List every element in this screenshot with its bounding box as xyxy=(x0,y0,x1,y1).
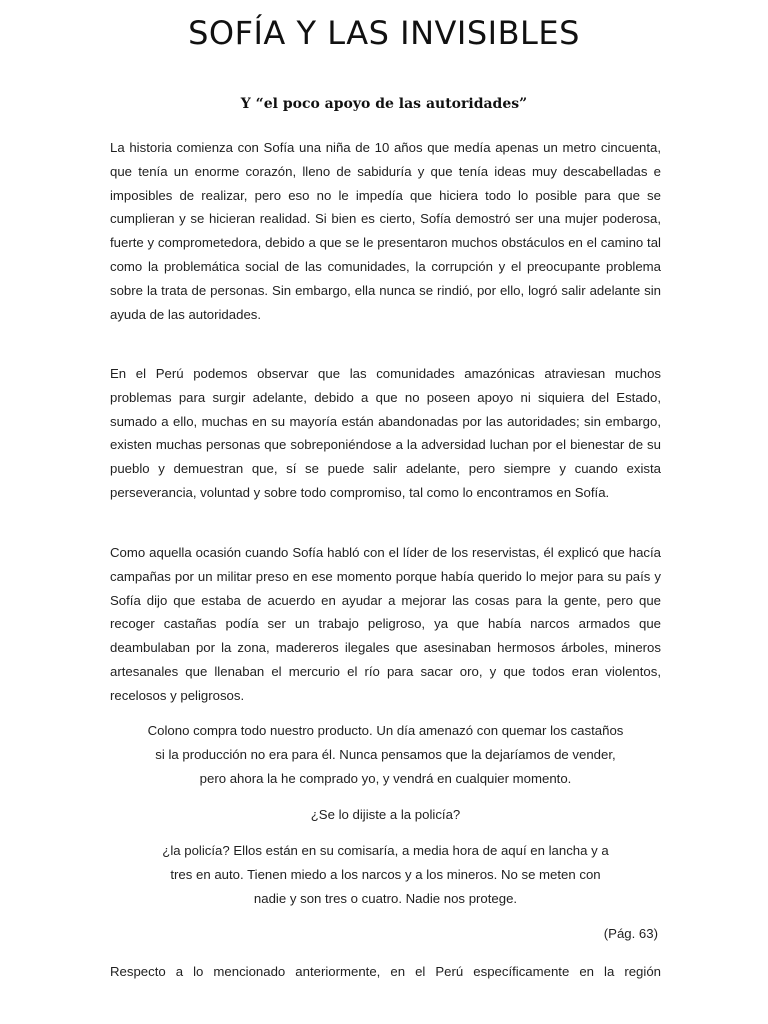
quote-line: tres en auto. Tienen miedo a los narcos y a los mineros. No se meten con xyxy=(170,866,601,882)
document-subtitle: Y “el poco apoyo de las autoridades” xyxy=(240,96,528,112)
paragraph-text: Respecto a lo mencionado anteriormente, en el Perú específicamente en la región xyxy=(110,964,661,979)
paragraph-1 xyxy=(110,136,661,326)
quote-line: pero ahora la he comprado yo, y vendrá en cualquier momento. xyxy=(199,770,572,786)
paragraph-text: Como aquella ocasión cuando Sofía habló con el líder de los reservistas, él explicó que hacía campañas por un militar preso en ese momento porque había querido lo mejor para su país y Sofía dijo que estaba de acuerdo en ayudar a mejorar las cosas para la gente, pero que recoger castañas podía ser un trabajo peligroso, ya que había narcos armados que deambulaban por la zona, madereros ilegales que asesinaban hermosos árboles, mineros artesanales que llenaban el mercurio el río para sacar oro, y que todos eran violentos, recelosos y peligrosos. xyxy=(110,545,661,703)
quote-line: si la producción no era para él. Nunca pensamos que la dejaríamos de vender, xyxy=(155,746,616,762)
quote-block-2 xyxy=(110,803,661,827)
paragraph-text: La historia comienza con Sofía una niña de 10 años que medía apenas un metro cincuenta, que tenía un enorme corazón, lleno de sabiduría y que tenía ideas muy descabelladas e imposibles de realizar, pero eso no le impedía que hiciera todo lo posible para que se cumplieran y se hicieran realidad. Si bien es cierto, Sofía demostró ser una mujer poderosa, fuerte y comprometedora, debido a que se le presentaron muchos obstáculos en el camino tal como la problemática social de las comunidades, la corrupción y el preocupante problema sobre la trata de personas. Sin embargo, ella nunca se rindió, por ello, logró salir adelante sin ayuda de las autoridades. xyxy=(110,140,661,322)
document-title: SOFÍA Y LAS INVISIBLES xyxy=(188,14,580,52)
page-reference: (Pág. 63) xyxy=(603,926,658,941)
quote-line: nadie y son tres o cuatro. Nadie nos protege. xyxy=(253,890,518,906)
quote-line: Colono compra todo nuestro producto. Un día amenazó con quemar los castaños xyxy=(147,723,624,738)
paragraph-3 xyxy=(110,541,661,708)
paragraph-2 xyxy=(110,362,661,505)
paragraph-text: En el Perú podemos observar que las comunidades amazónicas atraviesan muchos problemas para surgir adelante, debido a que no poseen apoyo ni siquiera del Estado, sumado a ello, muchas en su mayoría están abandonadas por las autoridades; sin embargo, existen muchas personas que sobreponiéndose a la adversidad luchan por el bienestar de su pueblo y demuestran que, sí se puede salir adelante, pero siempre y cuando exista perseverancia, voluntad y sobre todo compromiso, tal como lo encontramos en Sofía. xyxy=(110,366,661,500)
quote-line: ¿la policía? Ellos están en su comisaría, a media hora de aquí en lancha y a xyxy=(162,843,609,858)
quote-line: ¿Se lo dijiste a la policía? xyxy=(310,807,461,822)
paragraph-4 xyxy=(110,960,661,984)
quote-block-1 xyxy=(110,719,661,790)
quote-block-3 xyxy=(110,839,661,910)
